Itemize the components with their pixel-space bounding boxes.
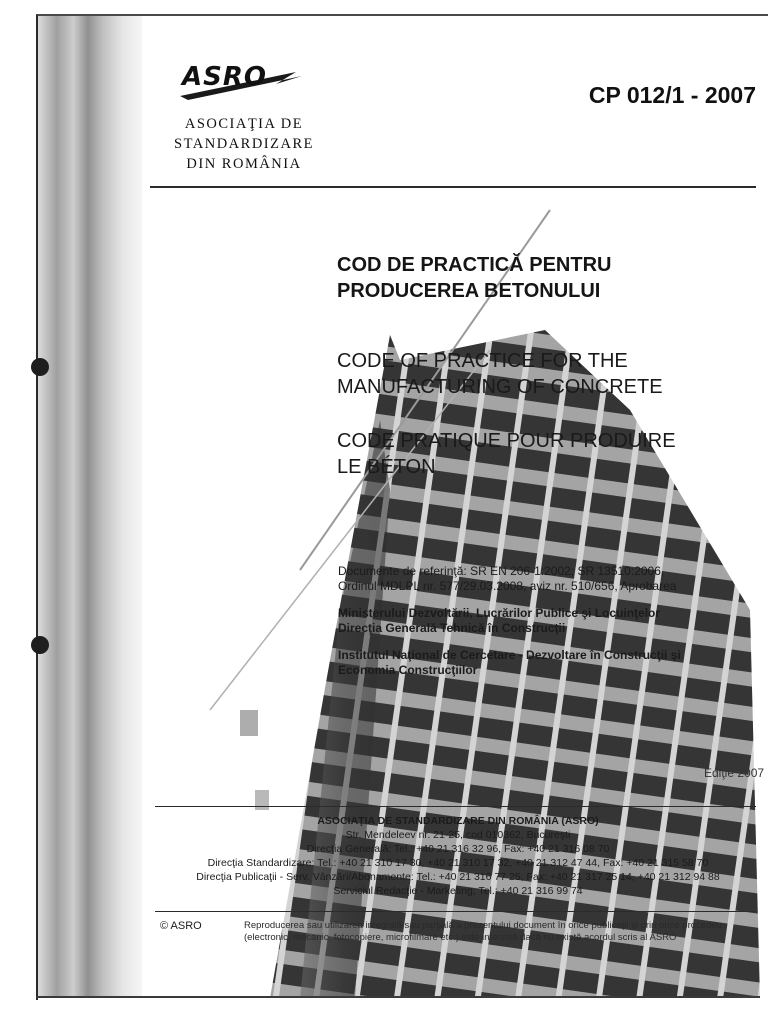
notice-line: Reproducerea sau utilizarea integrală sau parţială a prezentului document în orice publicaţii şi prin orice procedeu (244, 920, 722, 931)
info-line: Economia Construcţiilor (338, 663, 478, 677)
title-line: MANUFACTURING OF CONCRETE (337, 376, 663, 398)
organization-line: ASOCIAŢIA DE (184, 116, 304, 132)
logo-text: ASRO (182, 62, 267, 92)
notice-line: (electronic, mecanic, fotocopiere, microfilmare etc.) este interzisă dacă nu există acordul scris al ASRO (244, 932, 677, 943)
document-info (338, 564, 762, 690)
publisher-name: ASOCIAŢIA DE STANDARDIZARE DIN ROMÂNIA (ASRO) (317, 815, 599, 827)
organization-line: STANDARDIZARE (174, 136, 314, 152)
organization-name (150, 114, 338, 174)
info-line: Direcţia Generală Tehnică în Construcţii (338, 621, 566, 635)
references (338, 564, 762, 594)
edition: Ediţie 2007 (704, 766, 765, 780)
title-line: PRODUCEREA BETONULUI (337, 280, 601, 302)
document-number: CP 012/1 - 2007 (588, 82, 756, 108)
footer-rule (155, 806, 756, 807)
header-rule (150, 186, 756, 188)
title-english (337, 348, 663, 400)
info-line: Institutul Naţional de Cercetare - Dezvoltare în Construcţii şi (338, 648, 681, 662)
info-line: Documente de referinţă: SR EN 206-1:2002; SR 13510:2006, (338, 564, 665, 578)
title-romanian (337, 252, 611, 304)
title-french (337, 428, 676, 480)
footer-rule (155, 911, 756, 912)
title-line: LE BÉTON (337, 456, 436, 478)
title-line: CODE OF PRACTICE FOR THE (337, 350, 628, 372)
footer-line: Str. Mendeleev nr. 21-25, cod 010362, Bucureşti (345, 829, 571, 841)
punch-hole (31, 358, 49, 376)
title-line: COD DE PRACTICĂ PENTRU (337, 254, 612, 276)
binding-strip (38, 16, 142, 998)
info-line: Ministerului Dezvoltării, Lucrărilor Publice şi Locuinţelor (338, 606, 661, 620)
institute (338, 648, 762, 678)
footer-line: Serviciul Redacţie - Marketing, Tel.: +40 21 316 99 74 (333, 885, 583, 897)
footer-line: Direcţia Publicaţii - Serv. Vânzări/Abonamente: Tel.: +40 21 316 77 25, Fax: +40 21 317 25 14, +40 21 312 94 88 (196, 871, 720, 883)
info-line: Ordinul MDLPL nr. 577/29.03.2008, aviz nr. 510/656, Aprobarea (338, 579, 677, 593)
title-line: CODE PRATIQUE POUR PRODUIRE (337, 430, 676, 452)
ministry (338, 606, 762, 636)
copyright-notice (244, 920, 756, 944)
punch-hole (31, 636, 49, 654)
organization-line: DIN ROMÂNIA (186, 156, 302, 172)
footer-line: Direcţia Generală: Tel.: +40 21 316 32 96, Fax: +40 21 316 08 70 (306, 843, 610, 855)
page-bottom-edge (36, 996, 760, 998)
copyright: © ASRO (160, 920, 202, 932)
footer-line: Direcţia Standardizare: Tel.: +40 21 310 17 30, +40 21 310 17 32, +40 21 312 47 44, Fax: +40 21 315 58 70 (207, 857, 709, 869)
publisher-footer (160, 814, 756, 898)
